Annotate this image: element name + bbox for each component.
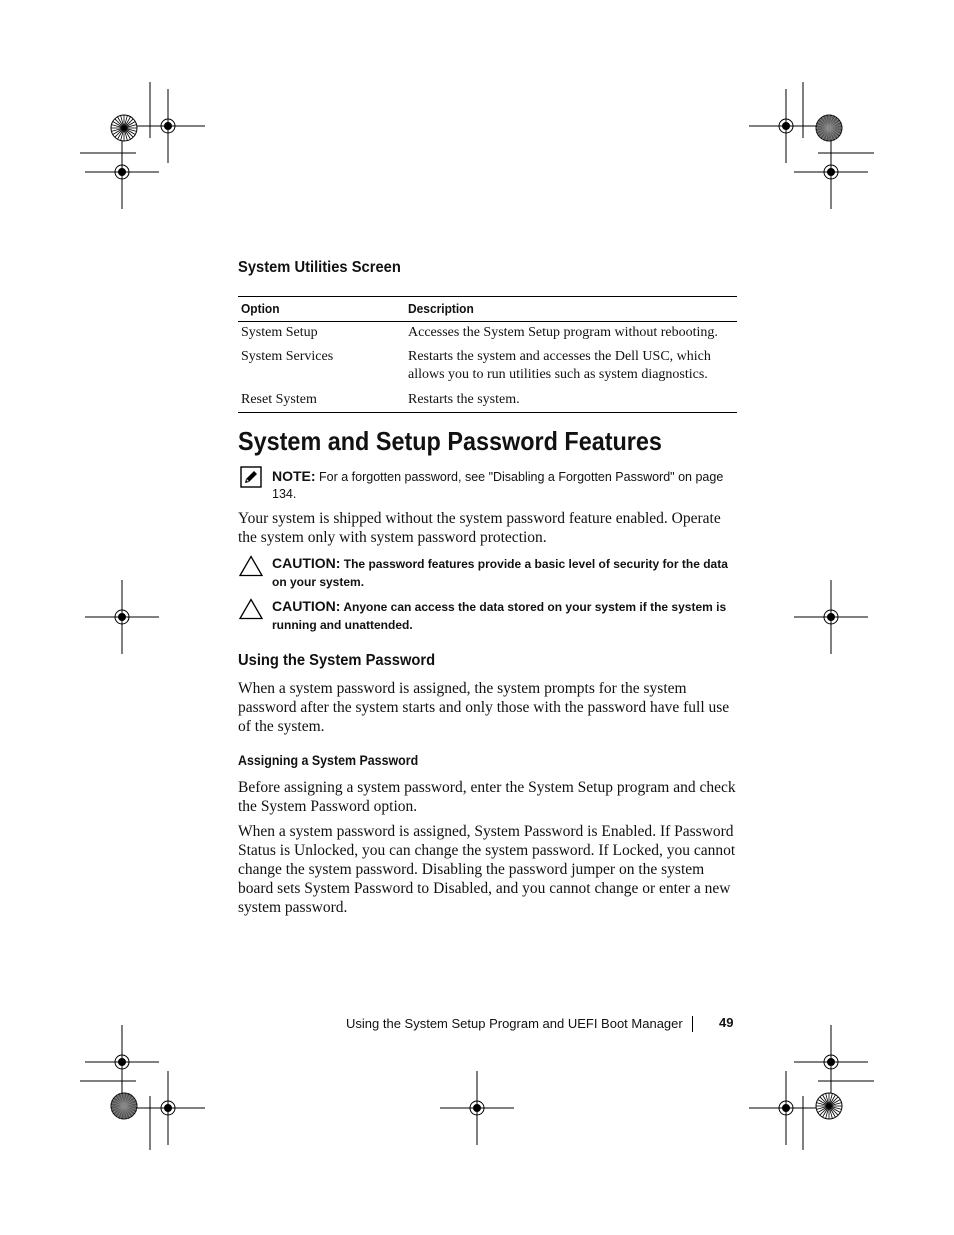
main-heading: System and Setup Password Features: [238, 426, 662, 456]
page-number: 49: [719, 1015, 734, 1030]
subsubheading: Assigning a System Password: [238, 753, 419, 768]
subheading: Using the System Password: [238, 652, 436, 669]
text-run: , and you cannot change or enter a new system password.: [238, 880, 731, 916]
table-cell-description: Restarts the system.: [408, 392, 520, 407]
ui-term: Unlocked: [294, 842, 355, 859]
table-cell-option: System Services: [241, 349, 334, 364]
ui-term: Disabled: [433, 880, 489, 897]
registration-target-icon: [131, 89, 205, 163]
column-header-option: Option: [241, 301, 280, 316]
table-cell-option: Reset System: [241, 392, 317, 407]
registration-target-icon: [749, 1071, 823, 1145]
registration-target-icon: [749, 89, 823, 163]
registration-target-icon: [794, 580, 868, 654]
footer-separator: [692, 1016, 693, 1032]
column-header-description: Description: [408, 301, 474, 316]
note-label: NOTE:: [272, 468, 316, 484]
text-run: , you cannot change the system password. Disabling the password jumper on the system board sets: [238, 842, 736, 897]
caution-text: Anyone can access the data stored on your system if the system is running and unattended.: [272, 600, 727, 632]
ui-term: System Password: [474, 823, 584, 840]
color-rosette-icon: [111, 1093, 137, 1119]
note-block: [272, 468, 737, 503]
caution-triangle-icon: [239, 598, 263, 620]
ui-term: System Password: [304, 880, 414, 897]
assign-paragraph: [238, 778, 738, 816]
registration-target-icon: [85, 135, 159, 209]
text-run: to: [413, 880, 434, 897]
intro-paragraph: Your system is shipped without the system password feature enabled. Operate the system only with system password protection.: [238, 510, 721, 546]
table-header-rule: [238, 321, 737, 322]
text-run: is: [275, 842, 294, 859]
registration-target-icon: [131, 1071, 205, 1145]
caution-label: CAUTION:: [272, 598, 341, 614]
registration-target-icon: [85, 580, 159, 654]
text-run: When a system password is assigned,: [238, 823, 475, 840]
status-paragraph: [238, 822, 738, 917]
note-text: For a forgotten password, see "Disabling a Forgotten Password" on page 134.: [272, 470, 724, 501]
table-cell-description: Accesses the System Setup program without rebooting.: [408, 325, 718, 340]
ui-term: System Password: [260, 798, 370, 815]
registration-target-icon: [440, 1071, 514, 1145]
text-run: , you can change the system password. If: [354, 842, 613, 859]
table-top-rule: [238, 296, 737, 297]
text-run: is: [583, 823, 602, 840]
caution-block: [272, 555, 738, 591]
registration-target-icon: [794, 1025, 868, 1099]
table-bottom-rule: [238, 412, 737, 413]
ui-term: Password Status: [238, 823, 734, 859]
ui-term: Locked: [612, 842, 660, 859]
section-heading: System Utilities Screen: [238, 259, 401, 276]
text-run: . If: [652, 823, 675, 840]
caution-block: [272, 598, 738, 634]
color-rosette-icon: [111, 115, 137, 141]
registration-target-icon: [794, 135, 868, 209]
ui-term: Enabled: [601, 823, 653, 840]
note-pencil-icon: [240, 466, 262, 488]
text-run: option.: [369, 798, 418, 815]
registration-target-icon: [85, 1025, 159, 1099]
caution-triangle-icon: [239, 555, 263, 577]
text-run: Before assigning a system password, enter the System Setup program and check the: [238, 779, 736, 815]
table-cell-description: Restarts the system and accesses the Dell USC, which allows you to run utilities such as system diagnostics.: [408, 349, 711, 382]
color-rosette-icon: [816, 1093, 842, 1119]
table-cell-option: System Setup: [241, 325, 318, 340]
caution-label: CAUTION:: [272, 555, 341, 571]
sub-paragraph: When a system password is assigned, the system prompts for the system password after the system starts and only those with the password have full use of the system.: [238, 680, 730, 735]
footer-title: Using the System Setup Program and UEFI Boot Manager: [346, 1016, 683, 1031]
color-rosette-icon: [816, 115, 842, 141]
caution-text: The password features provide a basic level of security for the data on your system.: [272, 557, 728, 589]
